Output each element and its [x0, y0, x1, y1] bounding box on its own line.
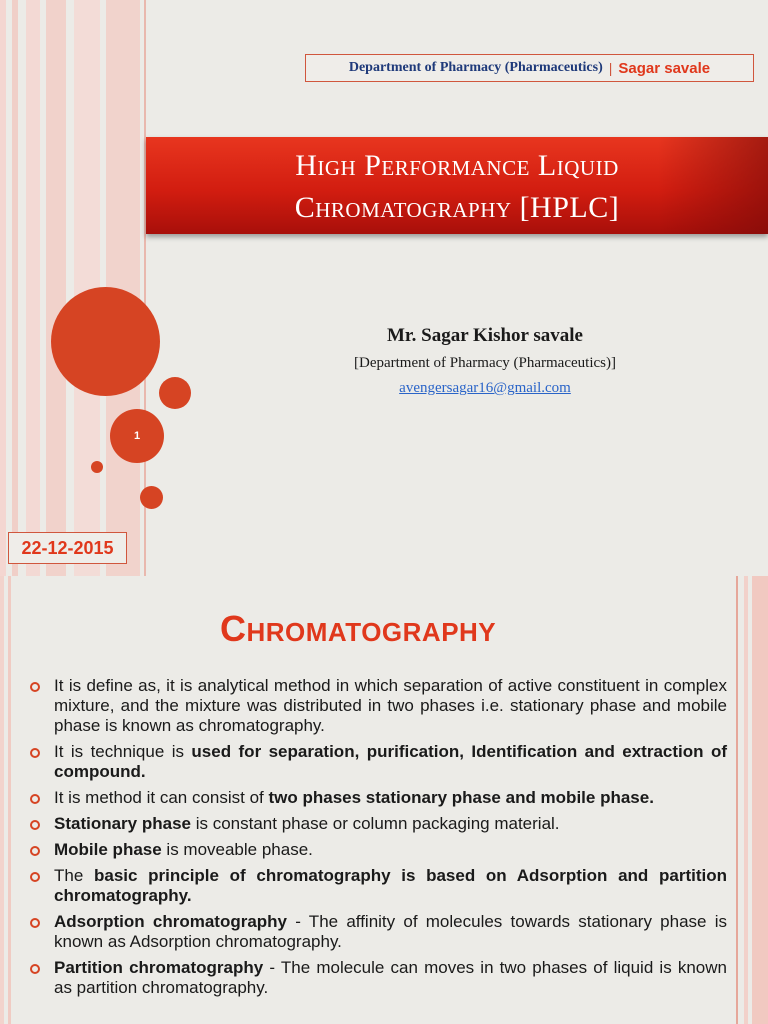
heading-rest: HROMATOGRAPHY: [246, 617, 497, 647]
slide-title: [146, 145, 768, 229]
slide-number-badge: [110, 409, 164, 463]
bullet-text-bold: Mobile phase: [54, 840, 162, 859]
bullet-circle-icon: [30, 964, 40, 974]
title-line-2: Chromatography [HPLC]: [294, 191, 620, 224]
bullet-text-bold: Adsorption chromatography: [54, 912, 288, 931]
bullet-text-post: is moveable phase.: [161, 840, 313, 859]
bullet-item: [30, 742, 727, 782]
title-banner: [146, 137, 768, 234]
bullet-text-bold: Partition chromatography: [54, 958, 264, 977]
presenter-email-link[interactable]: avengersagar16@gmail.com: [399, 380, 571, 396]
bullet-circle-icon: [30, 846, 40, 856]
header-department: Department of Pharmacy (Pharmaceutics): [348, 60, 603, 75]
bullet-text-post: is constant phase or column packaging material.: [191, 814, 560, 833]
decorative-circle-large: [51, 287, 160, 396]
bullet-circle-icon: [30, 794, 40, 804]
bullet-text-pre: It is technique is: [54, 742, 192, 761]
bullet-item: [30, 866, 727, 906]
bullet-text-pre: It is define as, it is analytical method in which separation of active constituent in complex mixture, and the mixture was distributed in two phases i.e. stationary phase and mobile phase is known as chromatography.: [54, 676, 727, 735]
presenter-department: [Department of Pharmacy (Pharmaceutics)]: [354, 355, 616, 371]
bullet-text-bold: Stationary phase: [54, 814, 191, 833]
bullet-circle-icon: [30, 820, 40, 830]
bullet-text-post: - The molecule can moves in two phases of liquid is known as partition chromatography.: [54, 958, 727, 997]
bullet-item: [30, 840, 727, 860]
presenter-name: Mr. Sagar Kishor savale: [387, 325, 583, 346]
bullet-item: [30, 912, 727, 952]
decorative-stripes-right: [734, 576, 768, 1024]
decorative-circle-bottom: [140, 486, 163, 509]
bullet-circle-icon: [30, 748, 40, 758]
bullet-item: [30, 676, 727, 736]
decorative-circle-small: [91, 461, 103, 473]
decorative-circle-medium: [159, 377, 191, 409]
header-separator: |: [608, 60, 613, 76]
bullet-text-pre: It is method it can consist of: [54, 788, 269, 807]
decorative-stripes: [0, 0, 150, 576]
bullet-text-bold: used for separation, purification, Identification and extraction of compound.: [54, 742, 727, 781]
bullet-text-bold: two phases stationary phase and mobile phase.: [268, 788, 654, 807]
decorative-stripes-left: [0, 576, 14, 1024]
title-line-1: High Performance Liquid: [295, 149, 619, 182]
slide-heading: [220, 608, 496, 650]
heading-initial: C: [220, 608, 247, 649]
bullet-item: [30, 788, 727, 808]
header-banner: [305, 54, 754, 82]
bullet-text-bold: basic principle of chromatography is based on Adsorption and partition chromatography.: [54, 866, 727, 905]
presenter-info: [300, 325, 670, 397]
bullet-text-pre: The: [54, 866, 94, 885]
bullet-list: [30, 676, 727, 1004]
slide-number: 1: [133, 430, 141, 442]
header-author: Sagar savale: [618, 59, 711, 77]
content-slide: [0, 576, 768, 1024]
bullet-circle-icon: [30, 682, 40, 692]
bullet-circle-icon: [30, 918, 40, 928]
bullet-item: [30, 814, 727, 834]
bullet-text-post: - The affinity of molecules towards stationary phase is known as Adsorption chromatography.: [54, 912, 728, 951]
presentation-date: 22-12-2015: [8, 532, 127, 564]
bullet-item: [30, 958, 727, 998]
bullet-circle-icon: [30, 872, 40, 882]
